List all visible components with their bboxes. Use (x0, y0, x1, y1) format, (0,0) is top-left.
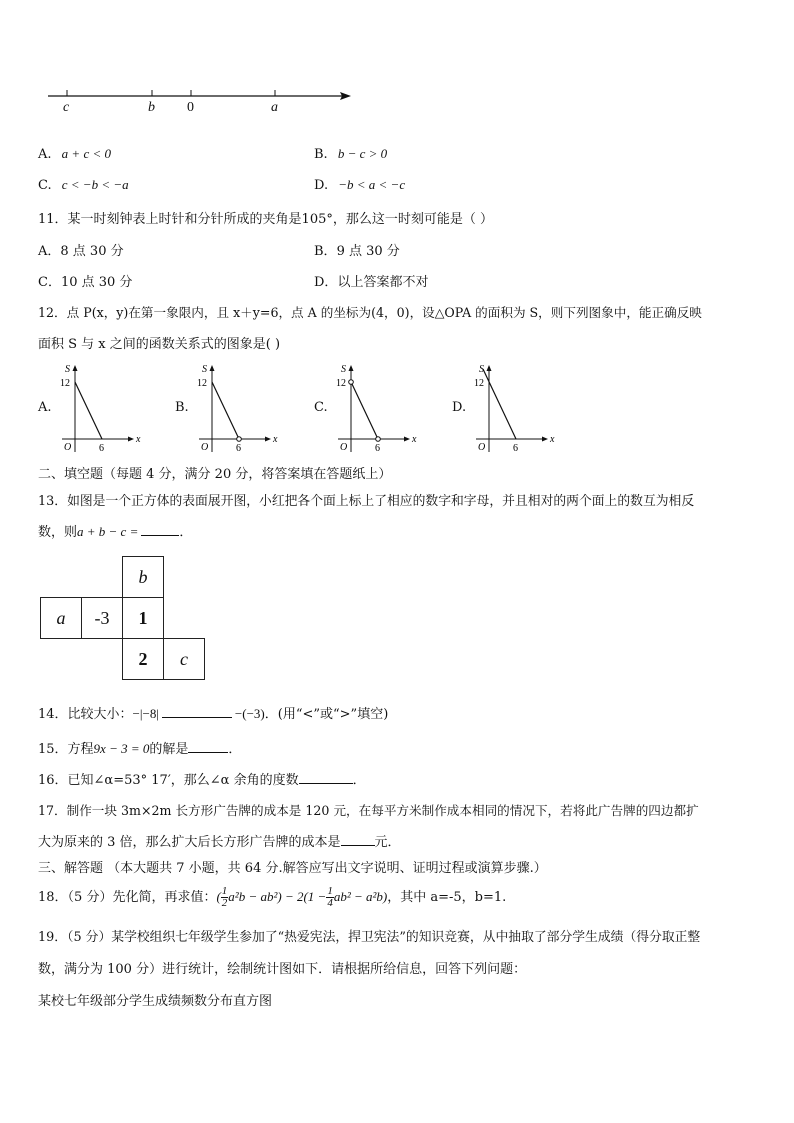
option-letter: A． (38, 244, 61, 259)
option-text: 9 点 30 分 (336, 244, 400, 259)
q19-caption: 某校七年级部分学生成绩频数分布直方图 (38, 994, 273, 1009)
axis-label-s: S (341, 364, 346, 375)
tick-label-6: 6 (375, 443, 380, 454)
q10-option-d (314, 177, 405, 193)
q18-prefix: 18．（5 分）先化简，再求值： (38, 890, 217, 905)
q14 (38, 703, 388, 722)
q17-answer-blank[interactable] (341, 844, 375, 846)
origin-label: O (478, 442, 486, 453)
option-letter: C. (38, 178, 52, 193)
graph-letter: C. (314, 400, 328, 415)
graph-letter: A. (38, 400, 52, 415)
q19-line1: 19．（5 分）某学校组织七年级学生参加了“热爱宪法，捍卫宪法”的知识竞赛，从中抽取了部分学生成绩（得分取正整 (38, 930, 701, 945)
q15-equation: 9x − 3 = 0 (93, 741, 150, 756)
q16-end: ． (352, 773, 366, 788)
axis-label-s: S (479, 364, 484, 375)
q18-fraction-2: $\frac{1}{4}$ (327, 885, 333, 909)
q15-prefix: 15．方程 (38, 742, 94, 757)
tick-label-12: 12 (60, 378, 70, 389)
q13-line1: 13．如图是一个正方体的表面展开图，小红把各个面上标上了相应的数字和字母，并且相对的两个面上的数互为相反 (38, 494, 695, 509)
origin-label: O (201, 442, 209, 453)
number-line-svg (46, 86, 356, 122)
q12-graph-a (38, 362, 148, 458)
q12-graph-d (452, 362, 562, 458)
q13-expression: a + b − c = (77, 524, 139, 539)
section3-title: 三、解答题 （本大题共 7 小题，共 64 分.解答应写出文字说明、证明过程或演算步骤.） (38, 861, 547, 876)
option-letter: D． (314, 275, 338, 290)
option-text: −b < a < −c (338, 177, 406, 192)
net-cell-b: b (123, 557, 164, 598)
section2-title: 二、填空题（每题 4 分，满分 20 分，将答案填在答题纸上） (38, 467, 392, 482)
q16 (38, 769, 366, 788)
q18-fraction-1: $\frac{1}{2}$ (221, 885, 228, 909)
q10-option-a (38, 146, 111, 162)
q18-expr-mid2: ab² − a²b) (333, 889, 388, 904)
option-letter: A. (38, 147, 52, 162)
q14-answer-blank[interactable] (162, 716, 232, 718)
number-line-label-a: a (271, 100, 278, 115)
q11-stem: 11．某一时刻钟表上时针和分针所成的夹角是105°，那么这一时刻可能是（ ） (38, 212, 493, 227)
net-cell-a: a (41, 598, 82, 639)
tick-label-6: 6 (236, 443, 241, 454)
option-text: c < −b < −a (61, 177, 129, 192)
q16-text: 16．已知∠α=53° 17′，那么∠α 余角的度数 (38, 773, 299, 788)
option-letter: D. (314, 178, 329, 193)
graph-b-svg (191, 362, 291, 458)
axis-label-s: S (202, 364, 207, 375)
q15-answer-blank[interactable] (188, 751, 228, 753)
q18-open: ( (216, 889, 221, 904)
origin-label: O (340, 442, 348, 453)
tick-label-6: 6 (99, 443, 104, 454)
q18-suffix: ，其中 a=-5，b=1. (387, 890, 507, 905)
q13-line2 (38, 521, 192, 540)
q12-graph-c (314, 362, 424, 458)
q19-line2: 数，满分为 100 分）进行统计，绘制统计图如下．请根据所给信息，回答下列问题： (38, 962, 527, 977)
q10-option-b (314, 146, 387, 162)
q18 (38, 882, 506, 912)
net-cell-2: 2 (123, 639, 164, 680)
option-text: b − c > 0 (337, 146, 388, 161)
q14-suffix: ．(用“<”或“>”填空) (264, 707, 389, 722)
q14-right: −(−3) (234, 706, 265, 721)
q12-stem-line2: 面积 S 与 x 之间的函数关系式的图象是( ) (38, 337, 281, 352)
graph-a-svg (54, 362, 154, 458)
tick-label-12: 12 (197, 378, 207, 389)
graph-c-svg (330, 362, 430, 458)
q11-option-b (314, 240, 400, 259)
axis-label-x: x (412, 434, 417, 445)
option-text: 8 点 30 分 (60, 244, 124, 259)
q17-end: 元． (374, 835, 401, 850)
cube-net (40, 556, 205, 680)
option-text: a + c < 0 (61, 146, 111, 161)
number-line-label-zero: 0 (187, 100, 194, 115)
axis-label-x: x (136, 434, 141, 445)
tick-label-12: 12 (336, 378, 346, 389)
q13-prefix: 数，则 (38, 525, 78, 540)
graph-d-svg (468, 362, 568, 458)
q18-expr-mid1: a²b − ab²) − 2(1 − (228, 889, 327, 904)
q13-suffix: ． (179, 525, 193, 540)
axis-label-s: S (65, 364, 70, 375)
number-line-label-b: b (148, 100, 155, 115)
graph-letter: B. (175, 400, 189, 415)
q17-line1: 17．制作一块 3m×2m 长方形广告牌的成本是 120 元，在每平方米制作成本相同的情况下，若将此广告牌的四边都扩 (38, 803, 699, 818)
option-text: 以上答案都不对 (337, 275, 429, 290)
q13-answer-blank[interactable] (141, 534, 179, 536)
tick-label-12: 12 (474, 378, 484, 389)
q12-stem-line1: 12．点 P(x，y)在第一象限内，且 x＋y=6，点 A 的坐标为(4，0)，设△OPA 的面积为 S，则下列图象中，能正确反映 (38, 305, 702, 320)
option-letter: C． (38, 275, 61, 290)
q15-suffix: 的解是 (149, 742, 189, 757)
axis-label-x: x (273, 434, 278, 445)
net-cell-1: 1 (123, 598, 164, 639)
q17-line2 (38, 831, 401, 850)
origin-label: O (64, 442, 72, 453)
net-cell-minus3: -3 (82, 598, 123, 639)
tick-label-6: 6 (513, 443, 518, 454)
option-text: 10 点 30 分 (60, 275, 133, 290)
q17-text: 大为原来的 3 倍，那么扩大后长方形广告牌的成本是 (38, 835, 341, 850)
q14-left: −|−8| (132, 706, 159, 721)
graph-letter: D. (452, 400, 467, 415)
q16-answer-blank[interactable] (299, 782, 353, 784)
option-letter: B． (314, 244, 337, 259)
q11-option-a (38, 240, 124, 259)
net-cell-c: c (164, 639, 205, 680)
number-line-label-c: c (63, 100, 70, 115)
q15-end: ． (228, 742, 242, 757)
q10-option-c (38, 177, 129, 193)
q14-prefix: 14．比较大小： (38, 707, 133, 722)
q15 (38, 738, 241, 757)
number-line (46, 86, 356, 122)
option-letter: B. (314, 147, 328, 162)
axis-label-x: x (550, 434, 555, 445)
q12-graph-b (175, 362, 285, 458)
q11-option-d (314, 271, 428, 290)
q11-option-c (38, 271, 132, 290)
